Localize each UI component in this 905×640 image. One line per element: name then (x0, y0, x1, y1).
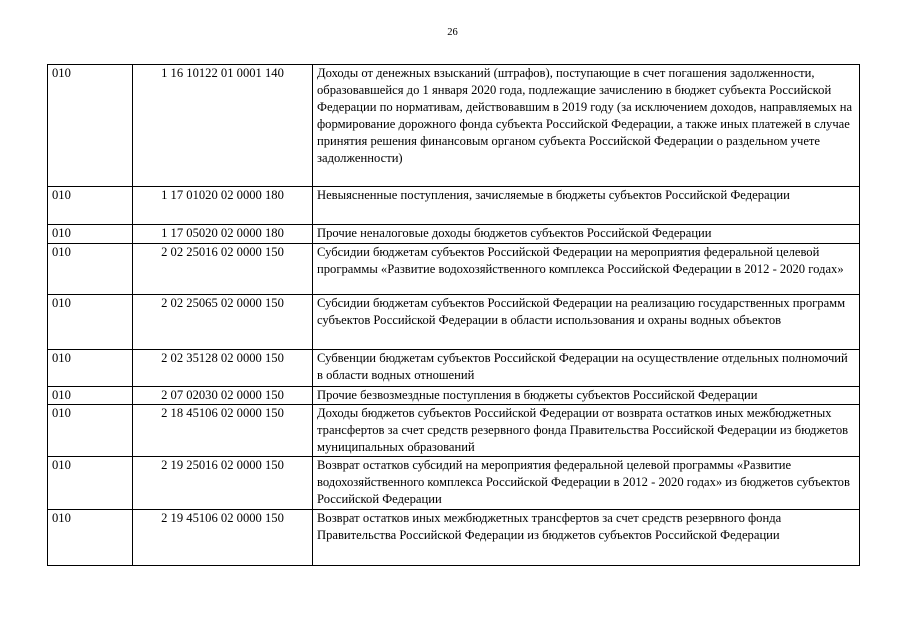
budget-code-cell: 2 02 35128 02 0000 150 (133, 350, 313, 387)
budget-code-cell: 2 02 25016 02 0000 150 (133, 244, 313, 295)
admin-code-cell: 010 (48, 244, 133, 295)
admin-code-cell: 010 (48, 387, 133, 405)
admin-code-cell: 010 (48, 510, 133, 566)
description-cell: Возврат остатков субсидий на мероприятия федеральной целевой программы «Развитие водохозяйственного комплекса Российской Федерации в 2012 - 2020 годах» из бюджетов субъектов Российской Федерации (313, 457, 860, 510)
budget-code-cell: 2 18 45106 02 0000 150 (133, 405, 313, 457)
admin-code-cell: 010 (48, 457, 133, 510)
description-cell: Невыясненные поступления, зачисляемые в бюджеты субъектов Российской Федерации (313, 187, 860, 225)
description-cell: Доходы от денежных взысканий (штрафов), поступающие в счет погашения задолженности, образовавшейся до 1 января 2020 года, подлежащие зачислению в бюджет субъекта Российской Федерации по нормативам, действовавшим в 2019 году (за исключением доходов, направляемых на формирование дорожного фонда субъекта Российской Федерации, а также иных платежей в случае принятия решения финансовым органом субъекта Российской Федерации о раздельном учете задолженности) (313, 65, 860, 187)
table-row (48, 510, 860, 566)
table-row (48, 405, 860, 457)
table-body (48, 65, 860, 566)
table-row (48, 244, 860, 295)
budget-code-cell: 1 17 05020 02 0000 180 (133, 225, 313, 244)
budget-code-cell: 2 07 02030 02 0000 150 (133, 387, 313, 405)
table-row (48, 350, 860, 387)
admin-code-cell: 010 (48, 350, 133, 387)
budget-code-cell: 2 19 45106 02 0000 150 (133, 510, 313, 566)
admin-code-cell: 010 (48, 225, 133, 244)
admin-code-cell: 010 (48, 65, 133, 187)
page-number: 26 (447, 27, 458, 38)
admin-code-cell: 010 (48, 405, 133, 457)
admin-code-cell: 010 (48, 187, 133, 225)
description-cell: Субсидии бюджетам субъектов Российской Федерации на реализацию государственных программ субъектов Российской Федерации в области использования и охраны водных объектов (313, 295, 860, 350)
table-row (48, 187, 860, 225)
table-row (48, 457, 860, 510)
table-row (48, 65, 860, 187)
table-row (48, 225, 860, 244)
table-row (48, 387, 860, 405)
budget-code-cell: 1 17 01020 02 0000 180 (133, 187, 313, 225)
budget-code-cell: 2 19 25016 02 0000 150 (133, 457, 313, 510)
description-cell: Доходы бюджетов субъектов Российской Федерации от возврата остатков иных межбюджетных трансфертов за счет средств резервного фонда Правительства Российской Федерации из бюджетов муниципальных образований (313, 405, 860, 457)
table-row (48, 295, 860, 350)
budget-code-cell: 2 02 25065 02 0000 150 (133, 295, 313, 350)
budget-code-cell: 1 16 10122 01 0001 140 (133, 65, 313, 187)
description-cell: Субсидии бюджетам субъектов Российской Федерации на мероприятия федеральной целевой программы «Развитие водохозяйственного комплекса Российской Федерации в 2012 - 2020 годах» (313, 244, 860, 295)
admin-code-cell: 010 (48, 295, 133, 350)
description-cell: Прочие безвозмездные поступления в бюджеты субъектов Российской Федерации (313, 387, 860, 405)
description-cell: Возврат остатков иных межбюджетных трансфертов за счет средств резервного фонда Правительства Российской Федерации из бюджетов субъектов Российской Федерации (313, 510, 860, 566)
description-cell: Прочие неналоговые доходы бюджетов субъектов Российской Федерации (313, 225, 860, 244)
description-cell: Субвенции бюджетам субъектов Российской Федерации на осуществление отдельных полномочий в области водных отношений (313, 350, 860, 387)
budget-classification-table (47, 64, 860, 566)
